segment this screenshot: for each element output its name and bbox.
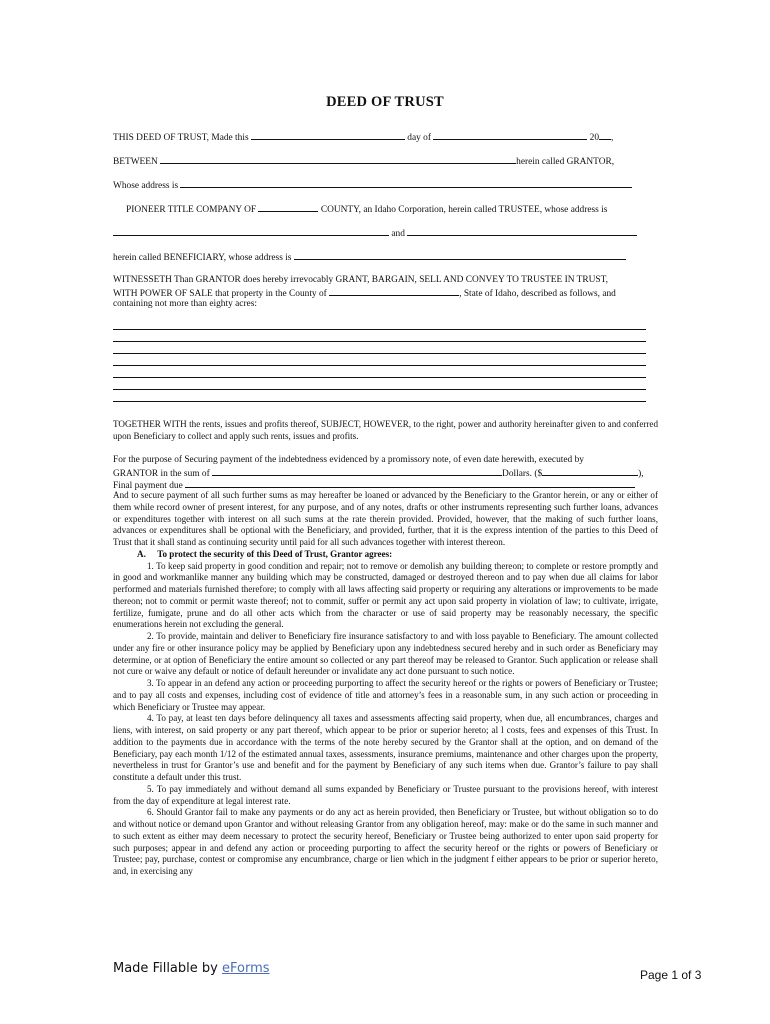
together-with-paragraph: TOGETHER WITH the rents, issues and profits thereof, SUBJECT, HOWEVER, to the right, power and authority hereinafter given to and conferred upon Beneficiary to collect and apply such rents, issues and profits. <box>113 419 658 441</box>
clause-3: 3. To appear in an defend any action or proceeding purporting to affect the security hereof or the rights or powers of Beneficiary or Trustee; and to pay all costs and expenses, including cost of evidence of title and attorney’s fees in a reasonable sum, in any such action or proceeding in which Beneficiary or Trustee may appear. <box>113 678 658 712</box>
grantor-address-line <box>113 178 658 192</box>
description-line[interactable] <box>113 329 646 330</box>
further-sums-paragraph: And to secure payment of all such further sums as may hereafter be loaned or advanced by the Beneficiary to the Grantor herein, or any or either of them while record owner of present interest, for any purpose, and of any notes, drafts or other instruments representing such further loans, advances or expenditures together with interest on all such sums at the rate therein provided. Provided, however, that the making of such further loans, advances or expenditures shall be optional with the Beneficiary, and provided, further, that it is the express intention of the parties to this Deed of Trust that it shall stand as continuing security until paid for all such advances together with interest thereon. <box>113 490 658 547</box>
trustee-line <box>126 202 671 216</box>
description-line[interactable] <box>113 377 646 378</box>
dollars-suffix: ), <box>638 469 644 479</box>
eforms-link[interactable]: eForms <box>221 961 270 976</box>
trustee-address-blank-2[interactable] <box>407 226 637 236</box>
beneficiary-address-blank[interactable] <box>294 250 626 260</box>
document-title: DEED OF TRUST <box>326 94 444 110</box>
year-suffix: , <box>611 133 614 143</box>
witnesseth-2b: , State of Idaho, described as follows, and <box>459 289 616 299</box>
description-line[interactable] <box>113 353 646 354</box>
description-line[interactable] <box>113 365 646 366</box>
beneficiary-line <box>113 250 658 264</box>
clause-6: 6. Should Grantor fail to make any payments or do any act as herein provided, then Beneficiary or Trustee, but without obligation so to do and without notice or demand upon Grantor and without releasing Grantor from any obligation hereof, may: make or do the same in such manner and to such extent as either may deem necessary to protect the security hereof, Beneficiary or Trustee being authorized to enter upon said property for such purposes; appear in and defend any action or proceeding purporting to affect the security hereof or the rights or powers of Beneficiary or Trustee; pay, purchase, contest or compromise any encumbrance, charge or lien which in the judgment f either appears to be prior or superior hereto, and, in exercising any <box>113 807 658 876</box>
year-blank[interactable] <box>599 130 611 140</box>
description-line[interactable] <box>113 341 646 342</box>
between-line <box>113 154 658 168</box>
grantor-address-blank[interactable] <box>180 178 632 188</box>
section-a-heading: A. To protect the security of this Deed of Trust, Grantor agrees: <box>137 548 393 559</box>
trustee-address-blank-1[interactable] <box>113 226 389 236</box>
final-payment-label: Final payment due <box>113 481 183 491</box>
grantor-sum-label: GRANTOR in the sum of <box>113 469 210 479</box>
clause-1: 1. To keep said property in good condition and repair; not to remove or demolish any building thereon; to complete or restore promptly and in good and workmanlike manner any building which may be constructed, damaged or destroyed thereon and to pay when due all claims for labor performed and materials furnished therefore; to comply with all laws affecting said property or requiring any alterations or improvements to be made thereon; not to commit or permit waste thereof; not to commit, suffer or permit any act upon said property in violation of law; to cultivate, irrigate, fertilize, fumigate, prune and do all other acts which from the character or use of said property may be reasonably necessary, the specific enumerations herein not excluding the general. <box>113 560 658 630</box>
year-prefix: 20 <box>589 133 600 143</box>
witnesseth-line-3: containing not more than eighty acres: <box>113 299 257 309</box>
trustee-suffix: COUNTY, an Idaho Corporation, herein called TRUSTEE, whose address is <box>320 205 608 215</box>
description-line[interactable] <box>113 401 646 402</box>
month-blank[interactable] <box>433 130 587 140</box>
between-label: BETWEEN <box>113 157 158 167</box>
page-number: Page 1 of 3 <box>640 968 702 982</box>
beneficiary-prefix: herein called BENEFICIARY, whose address is <box>113 253 292 263</box>
made-this-label: THIS DEED OF TRUST, Made this <box>113 133 249 143</box>
description-line[interactable] <box>113 389 646 390</box>
whose-address-label: Whose address is <box>113 181 179 191</box>
day-blank[interactable] <box>251 130 405 140</box>
purpose-line: For the purpose of Securing payment of the indebtedness evidenced by a promissory note, of even date herewith, executed by <box>113 455 584 465</box>
trustee-address-line <box>113 226 658 240</box>
body-text <box>113 490 658 878</box>
witnesseth-line-1: WITNESSETH Than GRANTOR does hereby irrevocably GRANT, BARGAIN, SELL AND CONVEY TO TRUSTEE IN TRUST, <box>113 275 609 285</box>
made-fillable-footer <box>113 961 270 976</box>
witnesseth-2a: WITH POWER OF SALE that property in the County of <box>113 289 327 299</box>
property-county-blank[interactable] <box>329 286 459 296</box>
and-word: and <box>391 229 405 239</box>
county-blank[interactable] <box>258 202 318 212</box>
made-fillable-label: Made Fillable by <box>113 961 218 976</box>
clause-5: 5. To pay immediately and without demand all sums expanded by Beneficiary or Trustee pursuant to the provisions hereof, with interest from the day of expenditure at legal interest rate. <box>113 783 658 806</box>
made-this-line <box>113 130 658 144</box>
dollars-label: Dollars. ($ <box>502 469 543 479</box>
grantor-blank[interactable] <box>160 154 516 164</box>
final-payment-blank[interactable] <box>185 478 635 488</box>
day-of-label: day of <box>407 133 431 143</box>
clause-4: 4. To pay, at least ten days before delinquency all taxes and assessments affecting said property, when due, all encumbrances, charges and liens, with interest, on said property or any part thereof, which appear to be prior or superior hereto; al l costs, fees and expenses of this Trust. In addition to the payments due in accordance with the terms of the note hereby secured by the Grantor shall at the option, and on demand of the Beneficiary, pay each month 1/12 of the estimated annual taxes, assessments, insurance premiums, maintenance and other charges upon the property, nevertheless in trust for Grantor’s use and benefit and for the payment by Beneficiary of any such items when due. Grantor’s failure to pay shall constitute a default under this trust. <box>113 713 658 782</box>
grantor-suffix: herein called GRANTOR, <box>516 157 615 167</box>
sum-words-blank[interactable] <box>212 466 502 476</box>
sum-amount-blank[interactable] <box>542 466 638 476</box>
clause-2: 2. To provide, maintain and deliver to Beneficiary fire insurance satisfactory to and with loss payable to Beneficiary. The amount collected under any fire or other insurance policy may be applied by Beneficiary upon any indebtedness secured hereby and in such order as Beneficiary may determine, or at option of Beneficiary the entire amount so collected or any part thereof may be released to Grantor. Such application or release shall not cure or waive any default or notice of default hereunder or invalidate any act done pursuant to such notice. <box>113 631 658 677</box>
trustee-prefix: PIONEER TITLE COMPANY OF <box>126 205 257 215</box>
